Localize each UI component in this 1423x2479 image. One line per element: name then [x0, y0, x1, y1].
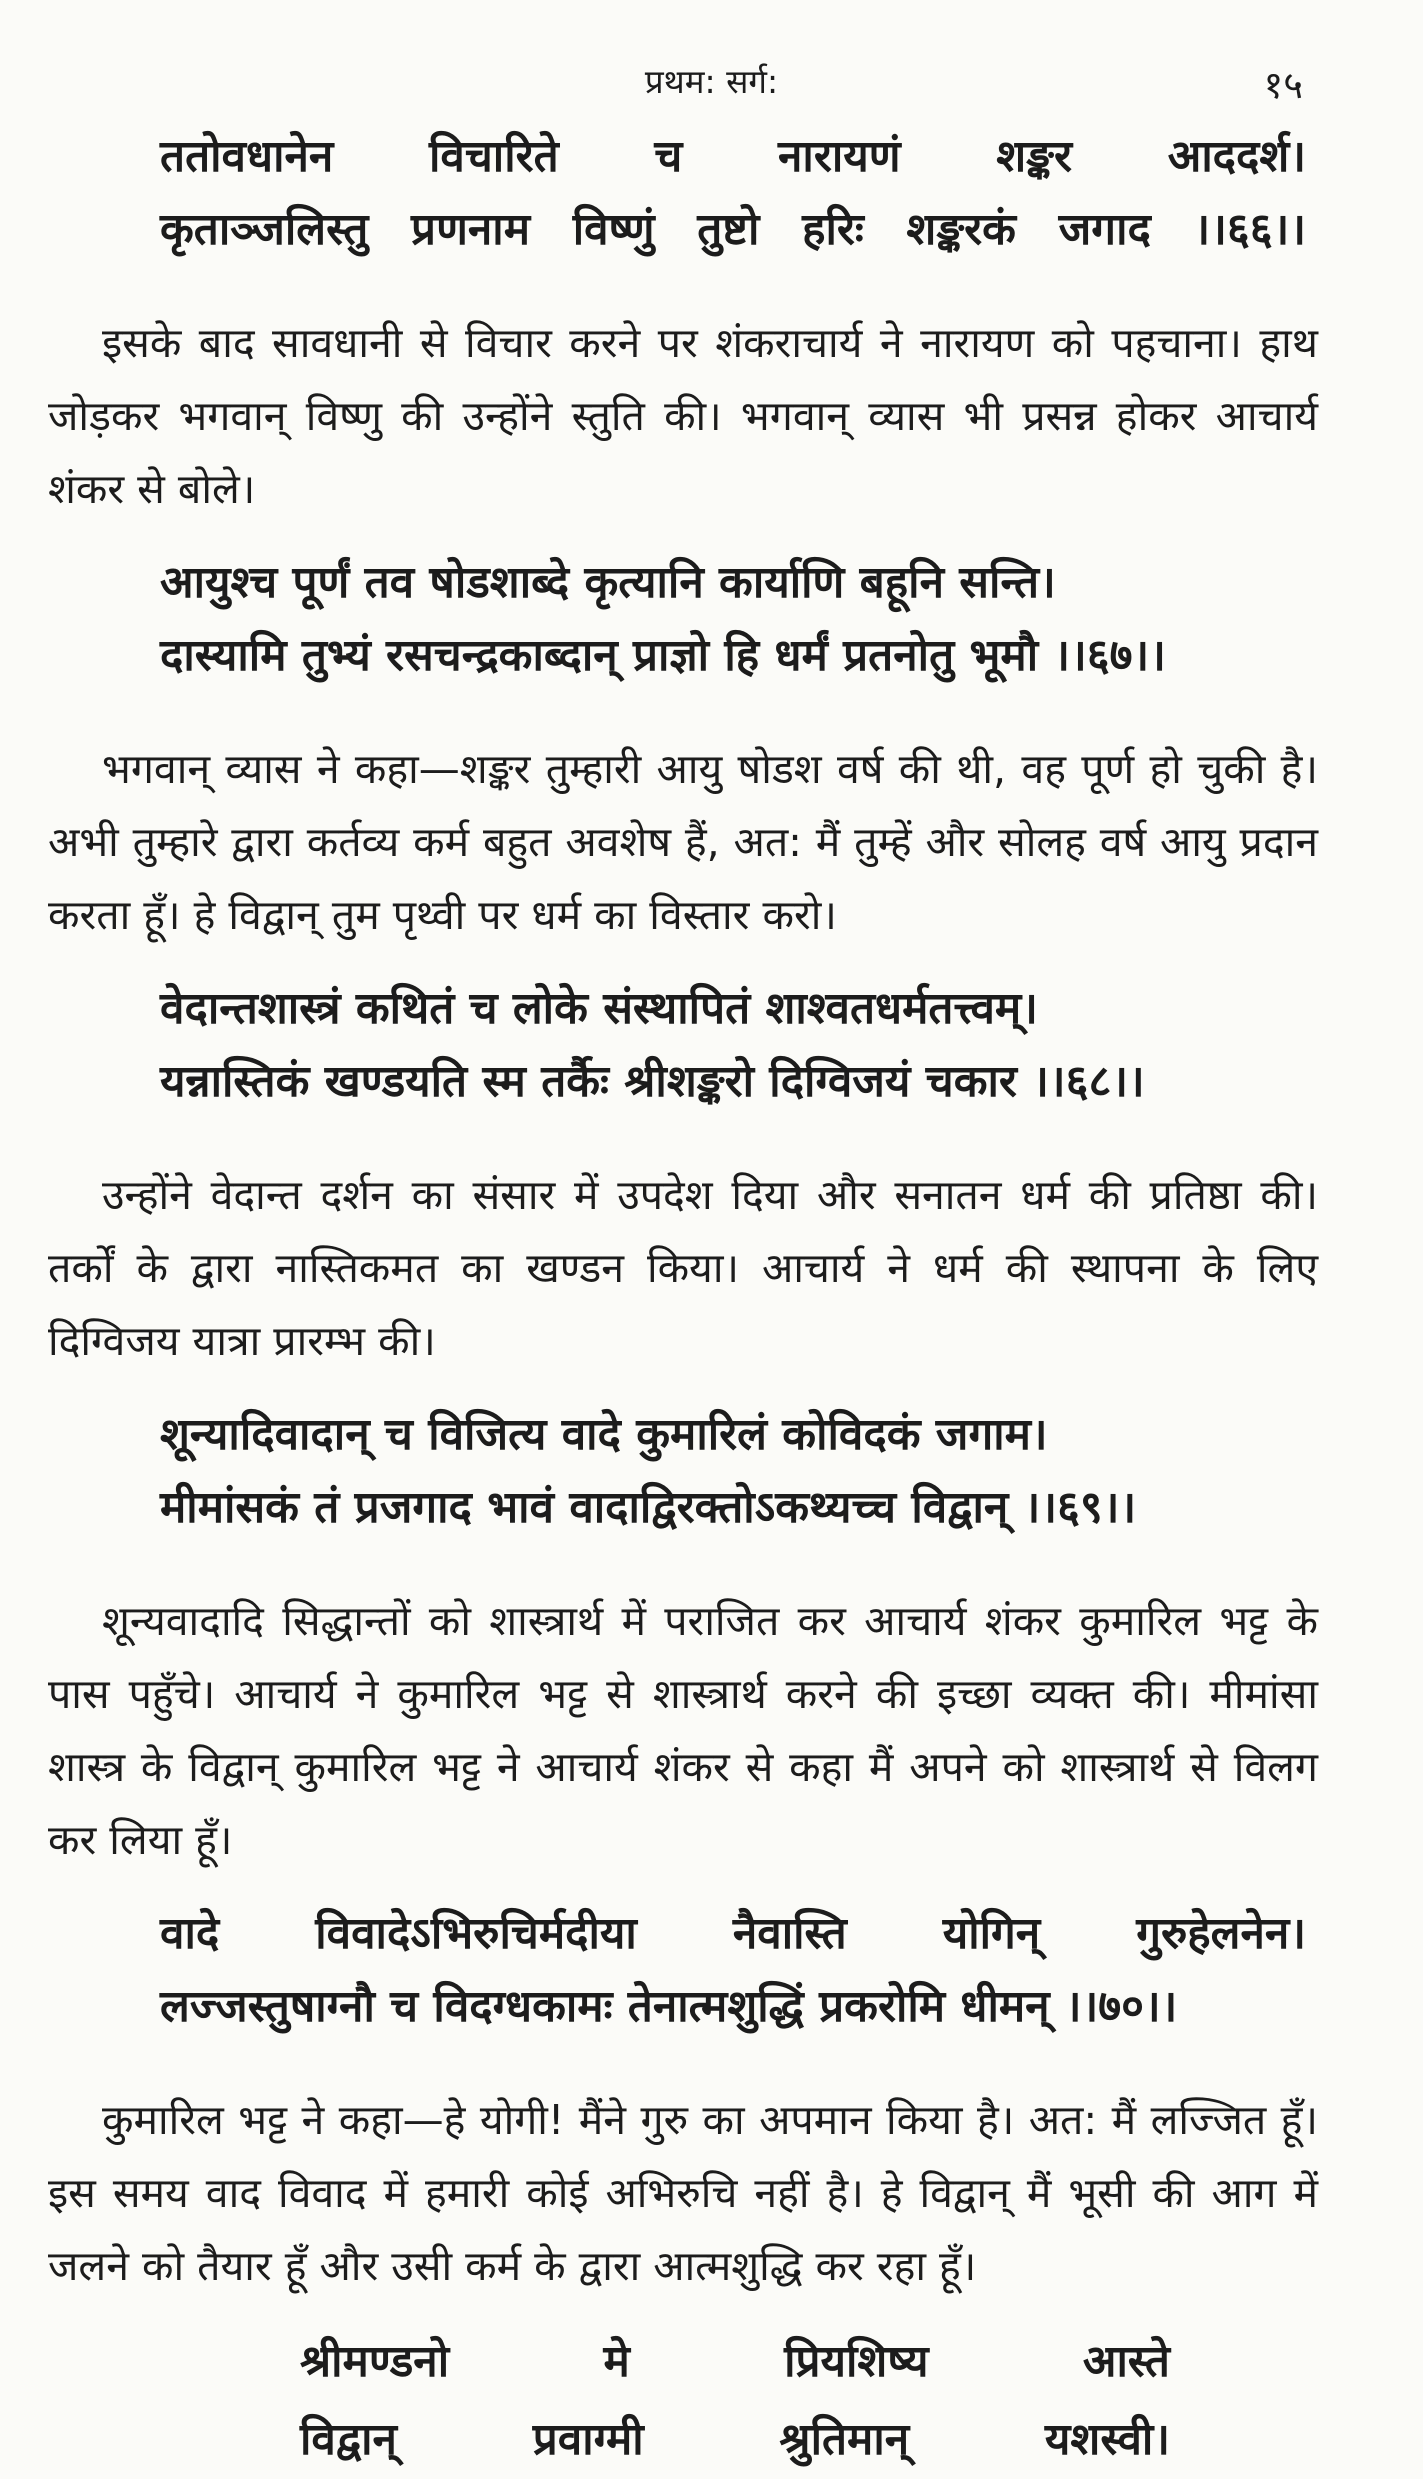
verse-line: श्रीमण्डनो मे प्रियशिष्य आस्ते [300, 2336, 1170, 2387]
verse-line: लज्जस्तुषाग्नौ च विदग्धकामः तेनात्मशुद्धिं प्रकरोमि धीमन् ।।७०।। [160, 1981, 1178, 2032]
verse-line: ततोवधानेन विचारिते च नारायणं शङ्कर आददर्श। [160, 131, 1306, 182]
verse-line: मीमांसकं तं प्रजगाद भावं वादाद्विरक्तोऽकथ्यच्च विद्वान् ।।६९।। [160, 1482, 1137, 1533]
verse-67 [48, 546, 1318, 692]
translation-paragraph: उन्होंने वेदान्त दर्शन का संसार में उपदेश दिया और सनातन धर्म की प्रतिष्ठा की। तर्कों के द्वारा नास्तिकमत का खण्डन किया। आचार्य ने धर्म की स्थापना के लिए दिग्विजय यात्रा प्रारम्भ की। [48, 1171, 1318, 1365]
verse-line: आयुश्च पूर्णं तव षोडशाब्दे कृत्यानि कार्याणि बहूनि सन्ति। [160, 557, 1056, 608]
page-number: १५ [1263, 63, 1303, 107]
verse-68 [48, 972, 1318, 1118]
verse-line: वादे विवादेऽभिरुचिर्मदीया नैवास्ति योगिन् गुरुहेलनेन। [160, 1908, 1306, 1959]
running-title: प्रथम: सर्ग: [644, 62, 779, 101]
page-header [0, 58, 1423, 118]
verse-line: वेदान्तशास्त्रं कथितं च लोके संस्थापितं शाश्वतधर्मतत्त्वम्। [160, 983, 1038, 1034]
translation-paragraph: शून्यवादादि सिद्धान्तों को शास्त्रार्थ में पराजित कर आचार्य शंकर कुमारिल भट्ट के पास पहुँचे। आचार्य ने कुमारिल भट्ट से शास्त्रार्थ करने की इच्छा व्यक्त की। मीमांसा शास्त्र के विद्वान् कुमारिल भट्ट ने आचार्य शंकर से कहा मैं अपने को शास्त्रार्थ से विलग कर लिया हूँ। [48, 1597, 1318, 1864]
verse-69 [48, 1398, 1318, 1544]
verse-line: यन्नास्तिकं खण्डयति स्म तर्कैः श्रीशङ्करो दिग्विजयं चकार ।।६८।। [160, 1056, 1145, 1107]
verse-line: शून्यादिवादान् च विजित्य वादे कुमारिलं कोविदकं जगाम। [160, 1409, 1048, 1460]
translation-paragraph: भगवान् व्यास ने कहा—शङ्कर तुम्हारी आयु षोडश वर्ष की थी, वह पूर्ण हो चुकी है। अभी तुम्हारे द्वारा कर्तव्य कर्म बहुत अवशेष हैं, अत: मैं तुम्हें और सोलह वर्ष आयु प्रदान करता हूँ। हे विद्वान् तुम पृथ्वी पर धर्म का विस्तार करो। [48, 745, 1318, 939]
verse-70 [48, 1897, 1318, 2043]
verse-line: दास्यामि तुभ्यं रसचन्द्रकाब्दान् प्राज्ञो हि धर्मं प्रतनोतु भूमौ ।।६७।। [160, 630, 1166, 681]
translation-paragraph: इसके बाद सावधानी से विचार करने पर शंकराचार्य ने नारायण को पहचाना। हाथ जोड़कर भगवान् विष्णु की उन्होंने स्तुति की। भगवान् व्यास भी प्रसन्न होकर आचार्य शंकर से बोले। [48, 319, 1318, 513]
translation-paragraph: कुमारिल भट्ट ने कहा—हे योगी! मैंने गुरु का अपमान किया है। अत: मैं लज्जित हूँ। इस समय वाद विवाद में हमारी कोई अभिरुचि नहीं है। हे विद्वान् मैं भूसी की आग में जलने को तैयार हूँ और उसी कर्म के द्वारा आत्मशुद्धि कर रहा हूँ। [48, 2096, 1318, 2290]
verse-line: कृताञ्जलिस्तु प्रणनाम विष्णुं तुष्टो हरिः शङ्करकं जगाद ।।६६।। [160, 204, 1306, 255]
page-body [48, 120, 1318, 2479]
verse-line: विद्वान् प्रवाग्मी श्रुतिमान् यशस्वी। [300, 2414, 1170, 2465]
verse-66 [48, 120, 1318, 266]
verse-71-partial [48, 2323, 1318, 2479]
